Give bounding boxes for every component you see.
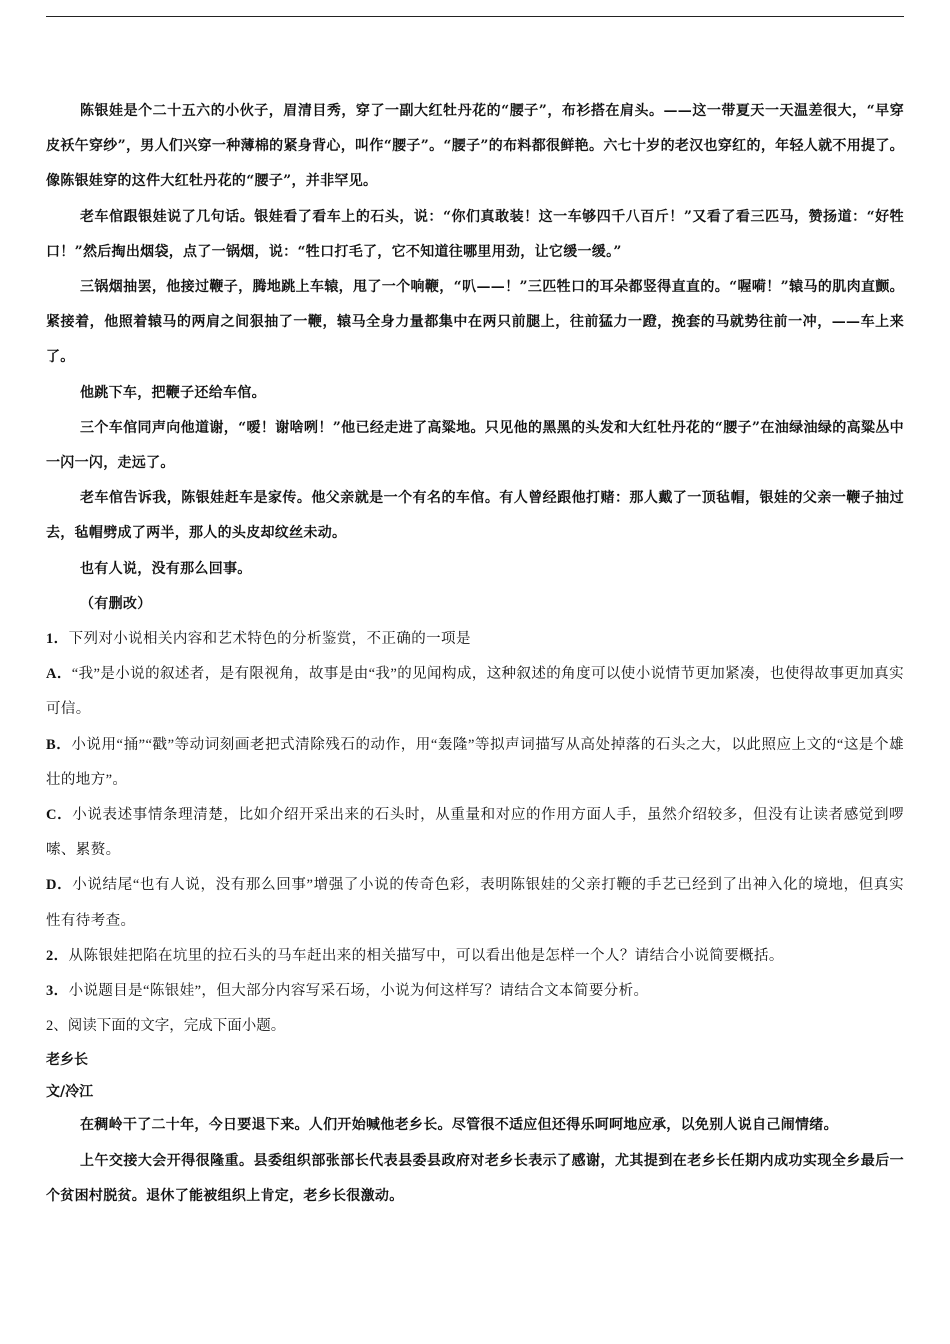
question-1 <box>46 622 904 657</box>
story-paragraph: 三个车倌同声向他道谢，“嗳！谢啥咧！”他已经走进了高粱地。只见他的黑黑的头发和大红牡丹花的“腰子”在油绿油绿的高粱丛中一闪一闪，走远了。 <box>46 419 904 472</box>
question-number: 2． <box>46 947 69 964</box>
article-title: 老乡长 <box>46 1052 88 1069</box>
option-d <box>46 868 904 938</box>
option-label: B． <box>46 736 72 753</box>
question-text: 从陈银娃把陷在坑里的拉石头的马车赶出来的相关描写中，可以看出他是怎样一个人？请结合小说简要概括。 <box>68 947 784 964</box>
option-c <box>46 798 904 868</box>
option-text: 小说结尾“也有人说，没有那么回事”增强了小说的传奇色彩，表明陈银娃的父亲打鞭的手艺已经到了出神入化的境地，但真实性有待考查。 <box>46 877 904 929</box>
document-body <box>46 94 904 1214</box>
story-paragraph: 老车倌告诉我，陈银娃赶车是家传。他父亲就是一个有名的车倌。有人曾经跟他打赌：那人戴了一顶毡帽，银娃的父亲一鞭子抽过去，毡帽劈成了两半，那人的头皮却纹丝未动。 <box>46 490 904 542</box>
option-label: C． <box>46 807 73 824</box>
source-note: （有删改） <box>80 595 152 612</box>
option-text: 小说用“捅”“戳”等动词刻画老把式清除残石的动作，用“轰隆”等拟声词描写从高处掉落的石头之大，以此照应上文的“这是个雄壮的地方”。 <box>46 736 904 788</box>
question-2 <box>46 939 904 974</box>
option-label: D． <box>46 877 73 894</box>
option-text: “我”是小说的叙述者，是有限视角，故事是由“我”的见闻构成，这种叙述的角度可以使小说情节更加紧凑，也使得故事更加真实可信。 <box>46 666 904 718</box>
option-b <box>46 728 904 798</box>
question-3 <box>46 974 904 1009</box>
option-label: A． <box>46 666 72 683</box>
question-number: 1． <box>46 631 69 648</box>
story-paragraph: 他跳下车，把鞭子还给车倌。 <box>80 384 266 401</box>
question-text: 小说题目是“陈银娃”，但大部分内容写采石场，小说为何这样写？请结合文本简要分析。 <box>68 983 649 1000</box>
article-author: 文/冷江 <box>46 1084 94 1101</box>
option-a <box>46 657 904 727</box>
header-rule <box>46 16 904 17</box>
question-stem: 下列对小说相关内容和艺术特色的分析鉴赏，不正确的一项是 <box>68 631 471 648</box>
story-paragraph: 陈银娃是个二十五六的小伙子，眉清目秀，穿了一副大红牡丹花的“腰子”，布衫搭在肩头。——这一带夏天一天温差很大，“早穿皮袄午穿纱”，男人们兴穿一种薄棉的紧身背心，叫作“腰子”。“腰子”的布料都很鲜艳。六七十岁的老汉也穿红的，年轻人就不用提了。像陈银娃穿的这件大红牡丹花的“腰子”，并非罕见。 <box>46 103 904 190</box>
article-paragraph: 上午交接大会开得很隆重。县委组织部张部长代表县委县政府对老乡长表示了感谢，尤其提到在老乡长任期内成功实现全乡最后一个贫困村脱贫。退休了能被组织上肯定，老乡长很激动。 <box>46 1152 904 1204</box>
option-text: 小说表述事情条理清楚，比如介绍开采出来的石头时，从重量和对应的作用方面人手，虽然介绍较多，但没有让读者感觉到啰嗦、累赘。 <box>46 807 904 859</box>
story-paragraph: 老车倌跟银娃说了几句话。银娃看了看车上的石头，说：“你们真敢装！这一车够四千八百斤！”又看了看三匹马，赞扬道：“好牲口！”然后掏出烟袋，点了一锅烟，说：“牲口打毛了，它不知道往哪里用劲，让它缓一缓。” <box>46 208 904 260</box>
question-number: 3． <box>46 983 69 1000</box>
story-paragraph: 也有人说，没有那么回事。 <box>80 560 252 577</box>
section-instruction: 2、阅读下面的文字，完成下面小题。 <box>46 1018 286 1035</box>
story-paragraph: 三锅烟抽罢，他接过鞭子，腾地跳上车辕，甩了一个响鞭，“叭——！”三匹牲口的耳朵都竖得直直的。“喔嗬！”辕马的肌肉直颤。紧接着，他照着辕马的两肩之间狠抽了一鞭，辕马全身力量都集中在两只前腿上，往前猛力一蹬，挽套的马就势往前一冲，——车上来了。 <box>46 279 904 366</box>
article-paragraph: 在稠岭干了二十年，今日要退下来。人们开始喊他老乡长。尽管很不适应但还得乐呵呵地应承，以免别人说自己闹情绪。 <box>80 1117 838 1134</box>
